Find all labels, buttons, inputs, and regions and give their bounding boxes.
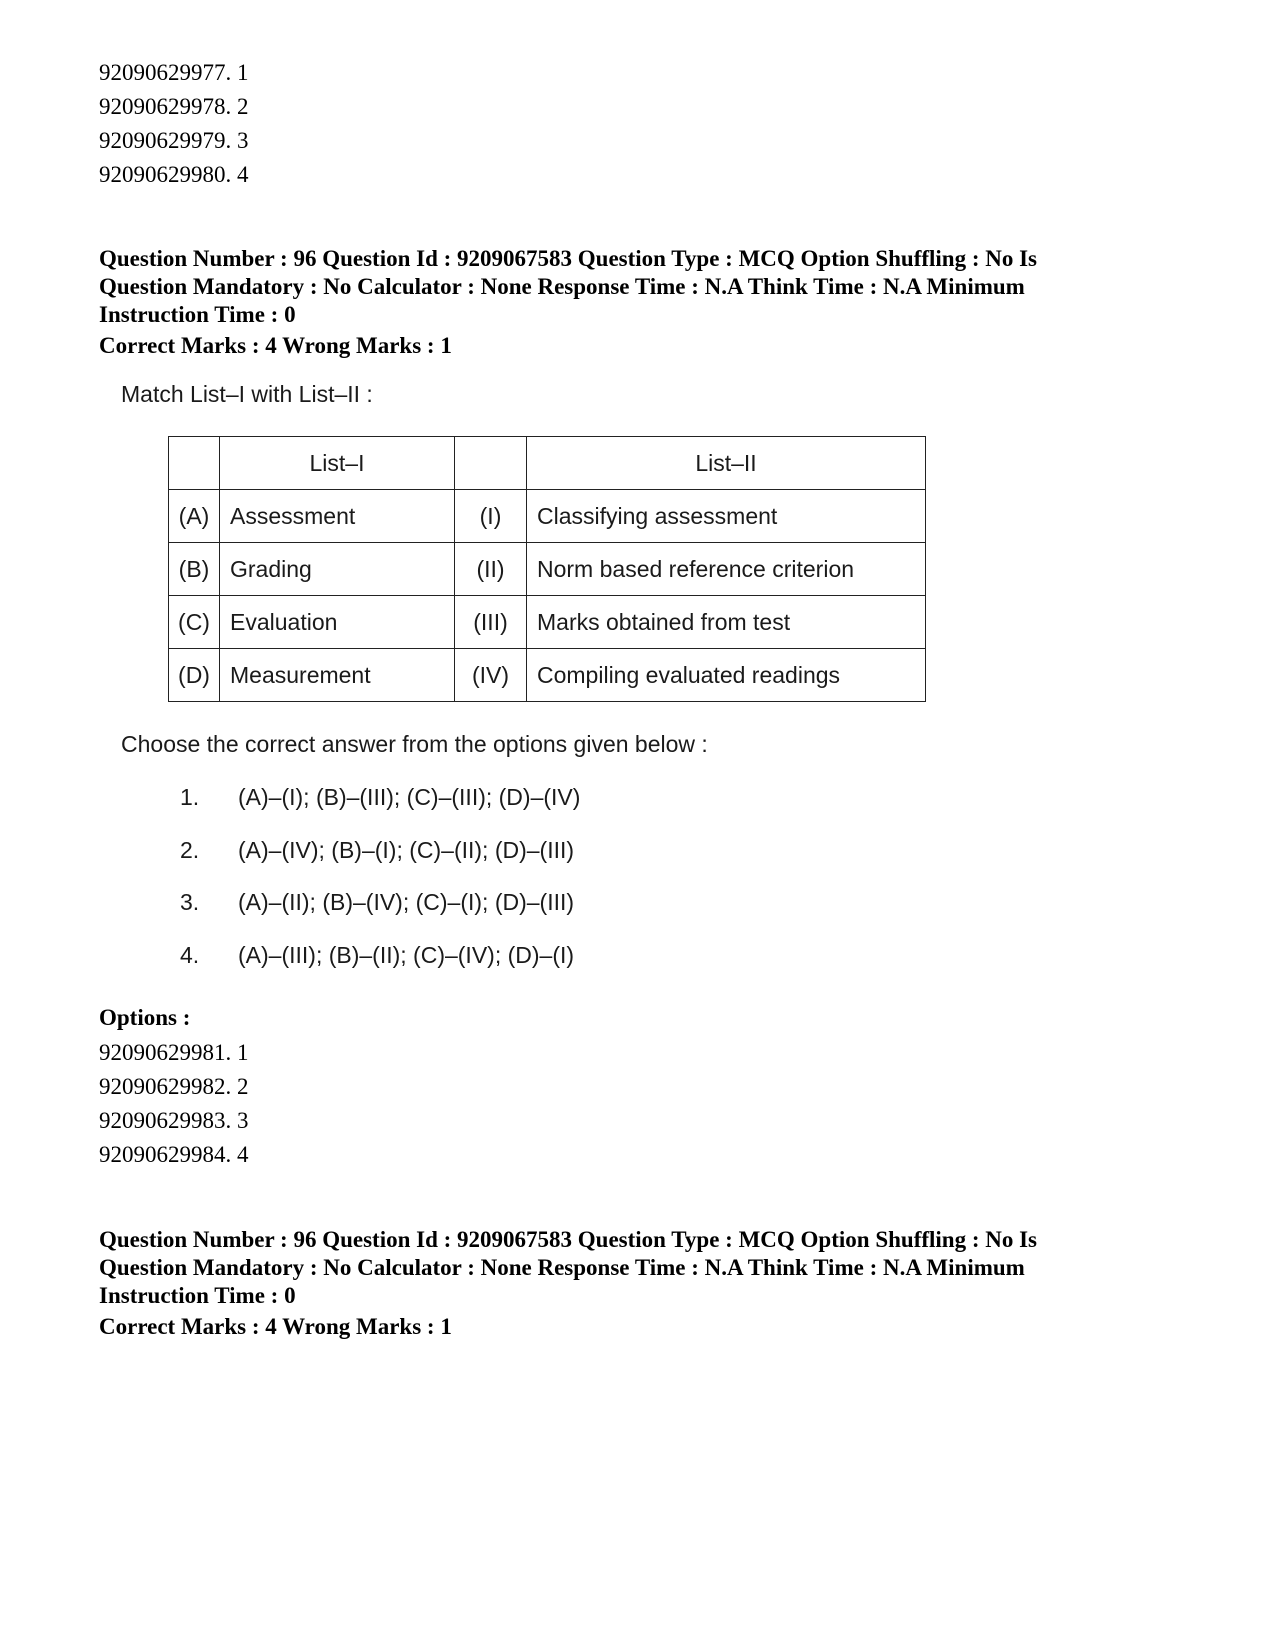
question-meta-line: Question Number : 96 Question Id : 9209067583 Question Type : MCQ Option Shuffling : No Is — [99, 246, 1038, 271]
options-heading: Options : — [99, 1005, 191, 1030]
header-blank-cell — [169, 437, 220, 490]
match-table — [168, 436, 926, 702]
row-match: Compiling evaluated readings — [527, 649, 926, 702]
option-line: 92090629984. 4 — [99, 1142, 249, 1167]
option-line: 92090629981. 1 — [99, 1040, 249, 1065]
question-marks: Correct Marks : 4 Wrong Marks : 1 — [99, 333, 452, 358]
row-label: (D) — [169, 649, 220, 702]
row-item: Assessment — [220, 490, 455, 543]
choice-text: (A)–(III); (B)–(II); (C)–(IV); (D)–(I) — [238, 942, 575, 968]
choose-instruction: Choose the correct answer from the options given below : — [121, 731, 708, 757]
choice-text: (A)–(I); (B)–(III); (C)–(III); (D)–(IV) — [238, 784, 581, 810]
row-match: Marks obtained from test — [527, 596, 926, 649]
option-line: 92090629978. 2 — [99, 94, 249, 119]
row-roman: (I) — [455, 490, 527, 543]
row-match: Norm based reference criterion — [527, 543, 926, 596]
choice-number: 3. — [180, 889, 200, 915]
question-instruction: Match List–I with List–II : — [121, 381, 373, 407]
choice-number: 2. — [180, 837, 200, 863]
question-meta-line: Question Number : 96 Question Id : 9209067583 Question Type : MCQ Option Shuffling : No Is — [99, 1227, 1038, 1252]
option-line: 92090629982. 2 — [99, 1074, 249, 1099]
choice-text: (A)–(II); (B)–(IV); (C)–(I); (D)–(III) — [238, 889, 575, 915]
answer-choice — [180, 889, 574, 916]
option-line: 92090629979. 3 — [99, 128, 249, 153]
question-meta-line: Question Mandatory : No Calculator : None Response Time : N.A Think Time : N.A Minimum — [99, 1255, 1025, 1280]
choice-number: 1. — [180, 784, 200, 810]
question-meta-line: Instruction Time : 0 — [99, 1283, 296, 1308]
next-question-meta — [99, 1226, 1199, 1310]
option-line: 92090629983. 3 — [99, 1108, 249, 1133]
question-meta — [99, 245, 1199, 329]
option-line: 92090629977. 1 — [99, 60, 249, 85]
row-roman: (III) — [455, 596, 527, 649]
row-roman: (IV) — [455, 649, 527, 702]
row-match: Classifying assessment — [527, 490, 926, 543]
row-label: (B) — [169, 543, 220, 596]
header-list1: List–I — [220, 437, 455, 490]
option-line: 92090629980. 4 — [99, 162, 249, 187]
match-table-row — [169, 543, 926, 596]
row-item: Grading — [220, 543, 455, 596]
answer-choice — [180, 837, 574, 864]
match-table-row — [169, 596, 926, 649]
question-meta-line: Instruction Time : 0 — [99, 302, 296, 327]
header-list2: List–II — [527, 437, 926, 490]
answer-choice — [180, 784, 580, 811]
match-table-row — [169, 649, 926, 702]
row-label: (A) — [169, 490, 220, 543]
answer-choice — [180, 942, 574, 969]
choice-text: (A)–(IV); (B)–(I); (C)–(II); (D)–(III) — [238, 837, 575, 863]
choice-number: 4. — [180, 942, 200, 968]
row-item: Measurement — [220, 649, 455, 702]
header-blank-cell — [455, 437, 527, 490]
next-question-marks: Correct Marks : 4 Wrong Marks : 1 — [99, 1314, 452, 1339]
question-meta-line: Question Mandatory : No Calculator : None Response Time : N.A Think Time : N.A Minimum — [99, 274, 1025, 299]
row-item: Evaluation — [220, 596, 455, 649]
row-roman: (II) — [455, 543, 527, 596]
row-label: (C) — [169, 596, 220, 649]
match-table-header — [169, 437, 926, 490]
match-table-row — [169, 490, 926, 543]
